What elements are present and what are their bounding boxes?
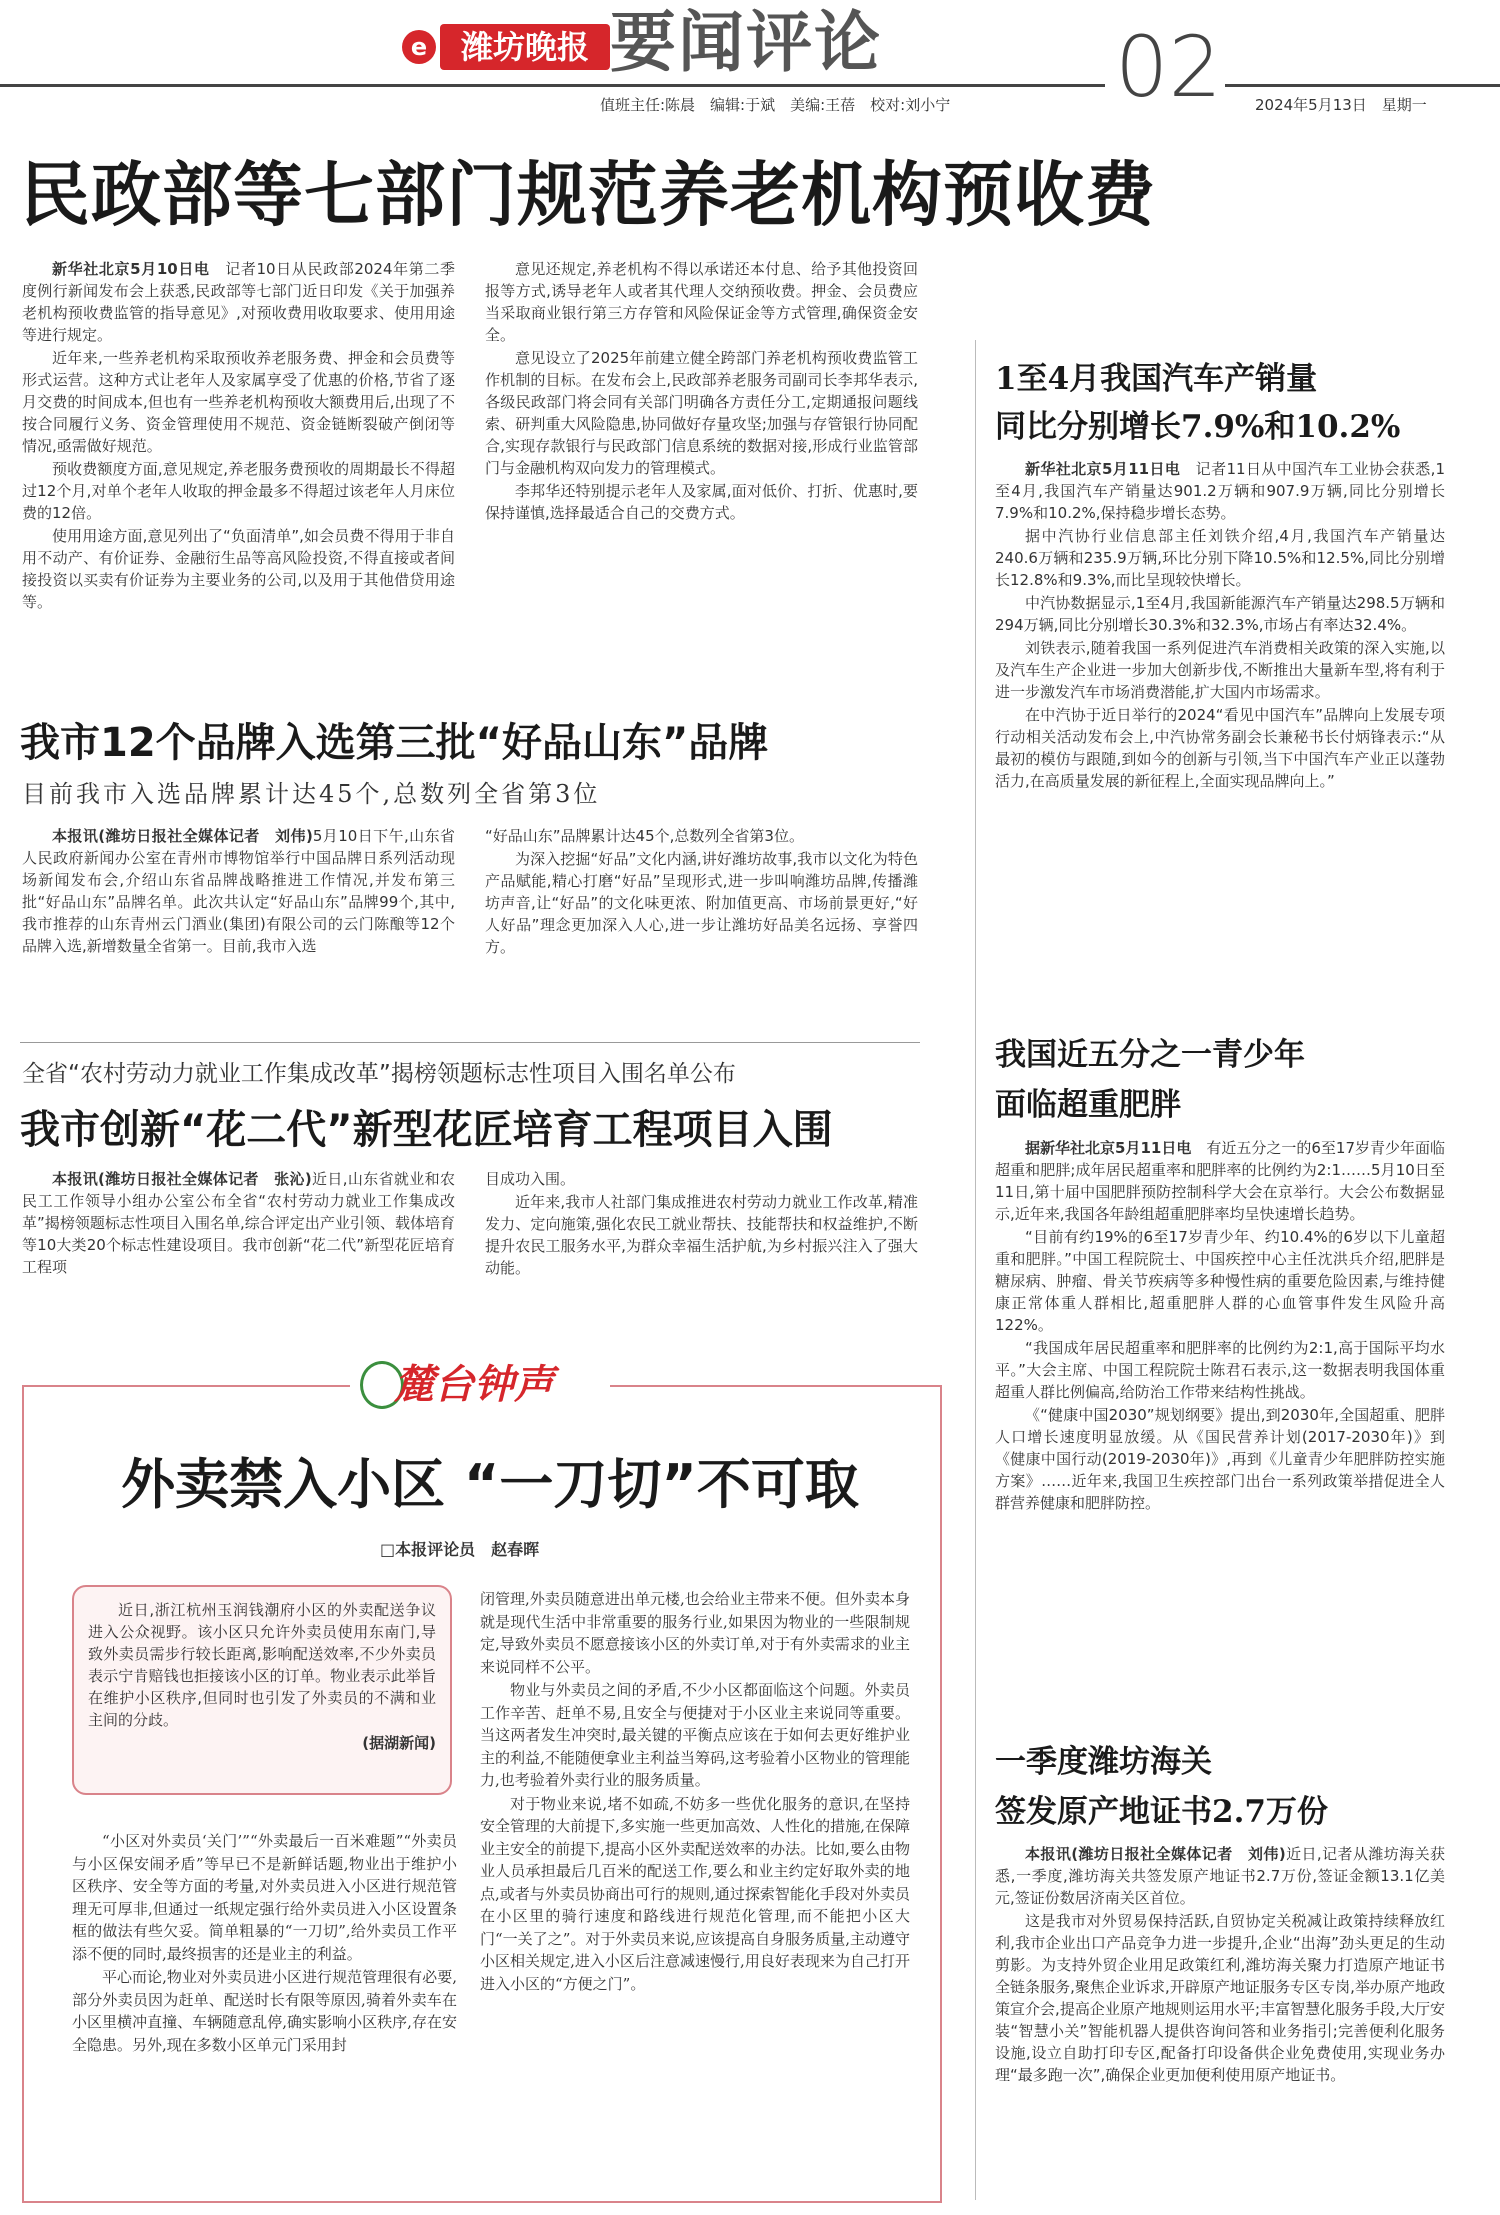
article2-lead: 本报讯(潍坊日报社全媒体记者 刘伟) [52, 827, 313, 845]
side3-para: 本报讯(潍坊日报社全媒体记者 刘伟)近日,记者从潍坊海关获悉,一季度,潍坊海关共签发原产地证书2.7万份,签证金额13.1亿美元,签证份数居济南关区首位。 [995, 1845, 1445, 1907]
side1-para: 中汽协数据显示,1至4月,我国新能源汽车产销量达298.5万辆和294万辆,同比分别增长30.3%和32.3%,市场占有率达32.4%。 [995, 594, 1445, 634]
side3-lead: 本报讯(潍坊日报社全媒体记者 刘伟) [1025, 1845, 1286, 1863]
column-badge [350, 1355, 610, 1415]
side3-body [995, 1843, 1445, 2203]
article1-para: 预收费额度方面,意见规定,养老服务费预收的周期最长不得超过12个月,对单个老年人收取的押金最多不得超过该老年人月床位费的12倍。 [22, 460, 455, 522]
masthead-rule [0, 84, 1105, 87]
side1-para: 在中汽协于近日举行的2024“看见中国汽车”品牌向上发展专项行动相关活动发布会上,中汽协常务副会长兼秘书长付炳锋表示:“从最初的模仿与跟随,到如今的创新与引领,当下中国汽车产业正以蓬勃活力,在高质量发展的新征程上,全面实现品牌向上。” [995, 706, 1445, 790]
article1-col1 [22, 258, 455, 668]
article3-para: 本报讯(潍坊日报社全媒体记者 张沁)近日,山东省就业和农民工工作领导小组办公室公布全省“农村劳动力就业工作集成改革”揭榜领题标志性项目入围名单,综合评定出产业引领、载体培育等10大类20个标志性建设项目。我市创新“花二代”新型花匠培育工程项 [22, 1170, 455, 1276]
article3-headline: 我市创新“花二代”新型花匠培育工程项目入围 [20, 1107, 833, 1153]
side1-body [995, 458, 1445, 1048]
article2-subhead: 目前我市入选品牌累计达45个,总数列全省第3位 [22, 780, 601, 808]
article3-lead: 本报讯(潍坊日报社全媒体记者 张沁) [52, 1170, 312, 1188]
side2-para: 《“健康中国2030”规划纲要》提出,到2030年,全国超重、肥胖人口增长速度明显放缓。从《国民营养计划(2017-2030年)》到《健康中国行动(2019-2030年)》,再到《儿童青少年肥胖防控实施方案》……近年来,我国卫生疾控部门出台一系列政策举措促进全人群营养健康和肥胖防控。 [995, 1406, 1445, 1512]
masthead-rule-right [1225, 84, 1500, 87]
column-intro-source: (据湖新闻) [362, 1734, 436, 1752]
staff-credits: 值班主任:陈晨 编辑:于斌 美编:王蓓 校对:刘小宁 [600, 96, 951, 114]
side3-headline-line1: 一季度潍坊海关 [995, 1744, 1212, 1780]
side1-lead: 新华社北京5月11日电 [1025, 460, 1181, 478]
paper-logo-icon: e [402, 30, 436, 64]
side2-lead: 据新华社北京5月11日电 [1025, 1139, 1192, 1157]
article3-para: 目成功入围。 [485, 1170, 576, 1188]
article3-col2 [485, 1168, 918, 1318]
article2-headline: 我市12个品牌入选第三批“好品山东”品牌 [20, 720, 769, 766]
side1-para: 新华社北京5月11日电 记者11日从中国汽车工业协会获悉,1至4月,我国汽车产销量达901.2万辆和907.9万辆,同比分别增长7.9%和10.2%,保持稳步增长态势。 [995, 460, 1445, 522]
article2-para: “好品山东”品牌累计达45个,总数列全省第3位。 [485, 827, 804, 845]
article1-para: 意见设立了2025年前建立健全跨部门养老机构预收费监管工作机制的目标。在发布会上,民政部养老服务司副司长李邦华表示,各级民政部门将会同有关部门明确各方责任分工,定期通报问题线索、研判重大风险隐患,协同做好存量攻坚;加强与存管银行协同配合,实现存款银行与民政部门信息系统的数据对接,形成行业监管部门与金融机构双向发力的管理模式。 [485, 349, 918, 477]
article1-lead: 新华社北京5月10日电 [52, 260, 210, 278]
article2-col1 [22, 825, 455, 1025]
side1-para: 刘铁表示,随着我国一系列促进汽车消费相关政策的深入实施,以及汽车生产企业进一步加大创新步伐,不断推出大量新车型,将有利于进一步激发汽车市场消费潜能,扩大国内市场需求。 [995, 639, 1445, 701]
paper-name: 潍坊晚报 [440, 24, 610, 70]
side2-para: “目前有约19%的6至17岁青少年、约10.4%的6岁以下儿童超重和肥胖。”中国工程院院士、中国疾控中心主任沈洪兵介绍,肥胖是糖尿病、肿瘤、骨关节疾病等多种慢性病的重要危险因素,与维持健康正常体重人群相比,超重肥胖人群的心血管事件发生风险升高122%。 [995, 1228, 1445, 1334]
side2-para: 据新华社北京5月11日电 有近五分之一的6至17岁青少年面临超重和肥胖;成年居民超重率和肥胖率的比例约为2:1……5月10日至11日,第十届中国肥胖预防控制科学大会在京举行。大会公布数据显示,近年来,我国各年龄组超重肥胖率均呈快速增长趋势。 [995, 1139, 1445, 1223]
divider [20, 1042, 920, 1043]
sidebar-divider [975, 340, 976, 2200]
column-para: 平心而论,物业对外卖员进小区进行规范管理很有必要,部分外卖员因为赶单、配送时长有限等原因,骑着外卖车在小区里横冲直撞、车辆随意乱停,确实影响小区秩序,存在安全隐患。另外,现在多数小区单元门采用封 [72, 1968, 457, 2054]
column-label: 麓台钟声 [394, 1361, 554, 1408]
side1-headline-line1: 1至4月我国汽车产销量 [995, 361, 1318, 397]
side1-headline-line2: 同比分别增长7.9%和10.2% [995, 409, 1401, 445]
article2-para: 本报讯(潍坊日报社全媒体记者 刘伟)5月10日下午,山东省人民政府新闻办公室在青州市博物馆举行中国品牌日系列活动现场新闻发布会,介绍山东省品牌战略推进工作情况,并发布第三批“好品山东”品牌名单。此次共认定“好品山东”品牌99个,其中,我市推荐的山东青州云门酒业(集团)有限公司的云门陈酿等12个品牌入选,新增数量全省第一。目前,我市入选 [22, 827, 455, 955]
column-intro-box [72, 1585, 452, 1795]
column-col1 [72, 1830, 457, 2190]
article2-col2 [485, 825, 918, 1025]
column-headline: 外卖禁入小区 “一刀切”不可取 [121, 1453, 859, 1516]
side3-headline-line2: 签发原产地证书2.7万份 [995, 1794, 1328, 1830]
column-para: 物业与外卖员之间的矛盾,不少小区都面临这个问题。外卖员工作辛苦、赶单不易,且安全与便捷对于小区业主来说同等重要。当这两者发生冲突时,最关键的平衡点应该在于如何去更好维护业主的利益,不能随便拿业主利益当筹码,这考验着小区物业的管理能力,也考验着外卖行业的服务质量。 [480, 1681, 910, 1789]
article3-kicker: 全省“农村劳动力就业工作集成改革”揭榜领题标志性项目入围名单公布 [22, 1061, 736, 1087]
article1-para: 新华社北京5月10日电 记者10日从民政部2024年第二季度例行新闻发布会上获悉,民政部等七部门近日印发《关于加强养老机构预收费监管的指导意见》,对预收费用收取要求、使用用途等进行规定。 [22, 260, 455, 344]
section-title: 要闻评论 [610, 3, 882, 81]
masthead [0, 0, 1500, 125]
article1-para: 使用用途方面,意见列出了“负面清单”,如会员费不得用于非自用不动产、有价证券、金融衍生品等高风险投资,不得直接或者间接投资以买卖有价证券为主要业务的公司,以及用于其他借贷用途等。 [22, 527, 455, 611]
column-byline: □本报评论员 赵春晖 [380, 1540, 540, 1559]
article1-col2 [485, 258, 918, 668]
article2-para: 为深入挖掘“好品”文化内涵,讲好潍坊故事,我市以文化为特色产品赋能,精心打磨“好品”呈现形式,进一步叫响潍坊品牌,传播潍坊声音,让“好品”的文化味更浓、附加值更高、市场前景更好,“好人好品”理念更加深入人心,进一步让潍坊好品美名远扬、享誉四方。 [485, 850, 918, 956]
article1-para: 意见还规定,养老机构不得以承诺还本付息、给予其他投资回报等方式,诱导老年人或者其代理人交纳预收费。押金、会员费应当采取商业银行第三方存管和风险保证金等方式管理,确保资金安全。 [485, 260, 918, 344]
column-para: 对于物业来说,堵不如疏,不妨多一些优化服务的意识,在坚持安全管理的大前提下,多实施一些更加高效、人性化的措施,在保障业主安全的前提下,提高小区外卖配送效率的办法。比如,要么由物业人员承担最后几百米的配送工作,要么和业主约定好取外卖的地点,或者与外卖员协商出可行的规则,通过探索智能化手段对外卖员在小区里的骑行速度和路线进行规范化管理,而不能把小区大门“一关了之”。对于外卖员来说,应该提高自身服务质量,主动遵守小区相关规定,进入小区后注意减速慢行,用良好表现来为自己打开进入小区的“方便之门”。 [480, 1794, 910, 1993]
side2-headline-line2: 面临超重肥胖 [995, 1087, 1181, 1123]
issue-date: 2024年5月13日 星期一 [1255, 96, 1427, 114]
side1-headline [995, 355, 1475, 451]
column-col2 [480, 1588, 910, 2190]
page-number: 02 [1115, 18, 1222, 116]
column-para: 闭管理,外卖员随意进出单元楼,也会给业主带来不便。但外卖本身就是现代生活中非常重要的服务行业,如果因为物业的一些限制规定,导致外卖员不愿意接该小区的外卖订单,对于有外卖需求的业主来说同样不公平。 [480, 1590, 910, 1676]
side3-para: 这是我市对外贸易保持活跃,自贸协定关税减让政策持续释放红利,我市企业出口产品竞争力进一步提升,企业“出海”劲头更足的生动剪影。为支持外贸企业用足政策红利,潍坊海关聚力打造原产地证书全链条服务,聚焦企业诉求,开辟原产地证服务专区专岗,举办原产地政策宣介会,提高企业原产地规则运用水平;丰富智慧化服务手段,大厅安装“智慧小关”智能机器人提供咨询问答和业务指引;完善便利化服务设施,设立自助打印专区,配备打印设备供企业免费使用,实现业务办理“最多跑一次”,确保企业更加便利使用原产地证书。 [995, 1912, 1445, 2084]
column-intro-text: 近日,浙江杭州玉润钱潮府小区的外卖配送争议进入公众视野。该小区只允许外卖员使用东南门,导致外卖员需步行较长距离,影响配送效率,不少外卖员表示宁肯赔钱也拒接该小区的订单。物业表示此举旨在维护小区秩序,但同时也引发了外卖员的不满和业主间的分歧。 [88, 1601, 436, 1729]
side3-headline [995, 1737, 1475, 1837]
article1-para: 近年来,一些养老机构采取预收养老服务费、押金和会员费等形式运营。这种方式让老年人及家属享受了优惠的价格,节省了逐月交费的时间成本,但也有一些养老机构预收大额费用后,出现了不按合同履行义务、资金管理使用不规范、资金链断裂破产倒闭等情况,亟需做好规范。 [22, 349, 455, 455]
side2-headline [995, 1030, 1475, 1130]
side2-para: “我国成年居民超重率和肥胖率的比例约为2:1,高于国际平均水平。”大会主席、中国工程院院士陈君石表示,这一数据表明我国体重超重人群比例偏高,给防治工作带来结构性挑战。 [995, 1339, 1445, 1401]
article1-headline: 民政部等七部门规范养老机构预收费 [20, 154, 1156, 236]
side2-body [995, 1137, 1445, 1727]
article1-para: 李邦华还特别提示老年人及家属,面对低价、打折、优惠时,要保持谨慎,选择最适合自己的交费方式。 [485, 482, 918, 522]
side1-para: 据中汽协行业信息部主任刘铁介绍,4月,我国汽车产销量达240.6万辆和235.9万辆,环比分别下降10.5%和12.5%,同比分别增长12.8%和9.3%,而比呈现较快增长。 [995, 527, 1445, 589]
article3-para: 近年来,我市人社部门集成推进农村劳动力就业工作改革,精准发力、定向施策,强化农民工就业帮扶、技能帮扶和权益维护,不断提升农民工服务水平,为群众幸福生活护航,为乡村振兴注入了强大动能。 [485, 1193, 918, 1277]
article3-col1 [22, 1168, 455, 1318]
side2-headline-line1: 我国近五分之一青少年 [995, 1037, 1305, 1073]
column-para: “小区对外卖员‘关门’”“外卖最后一百米难题”“外卖员与小区保安闹矛盾”等早已不是新鲜话题,物业出于维护小区秩序、安全等方面的考量,对外卖员进入小区进行规范管理无可厚非,但通过一纸规定强行给外卖员进入小区设置条框的做法有些欠妥。简单粗暴的“一刀切”,给外卖员工作平添不便的同时,最终损害的还是业主的利益。 [72, 1832, 457, 1963]
